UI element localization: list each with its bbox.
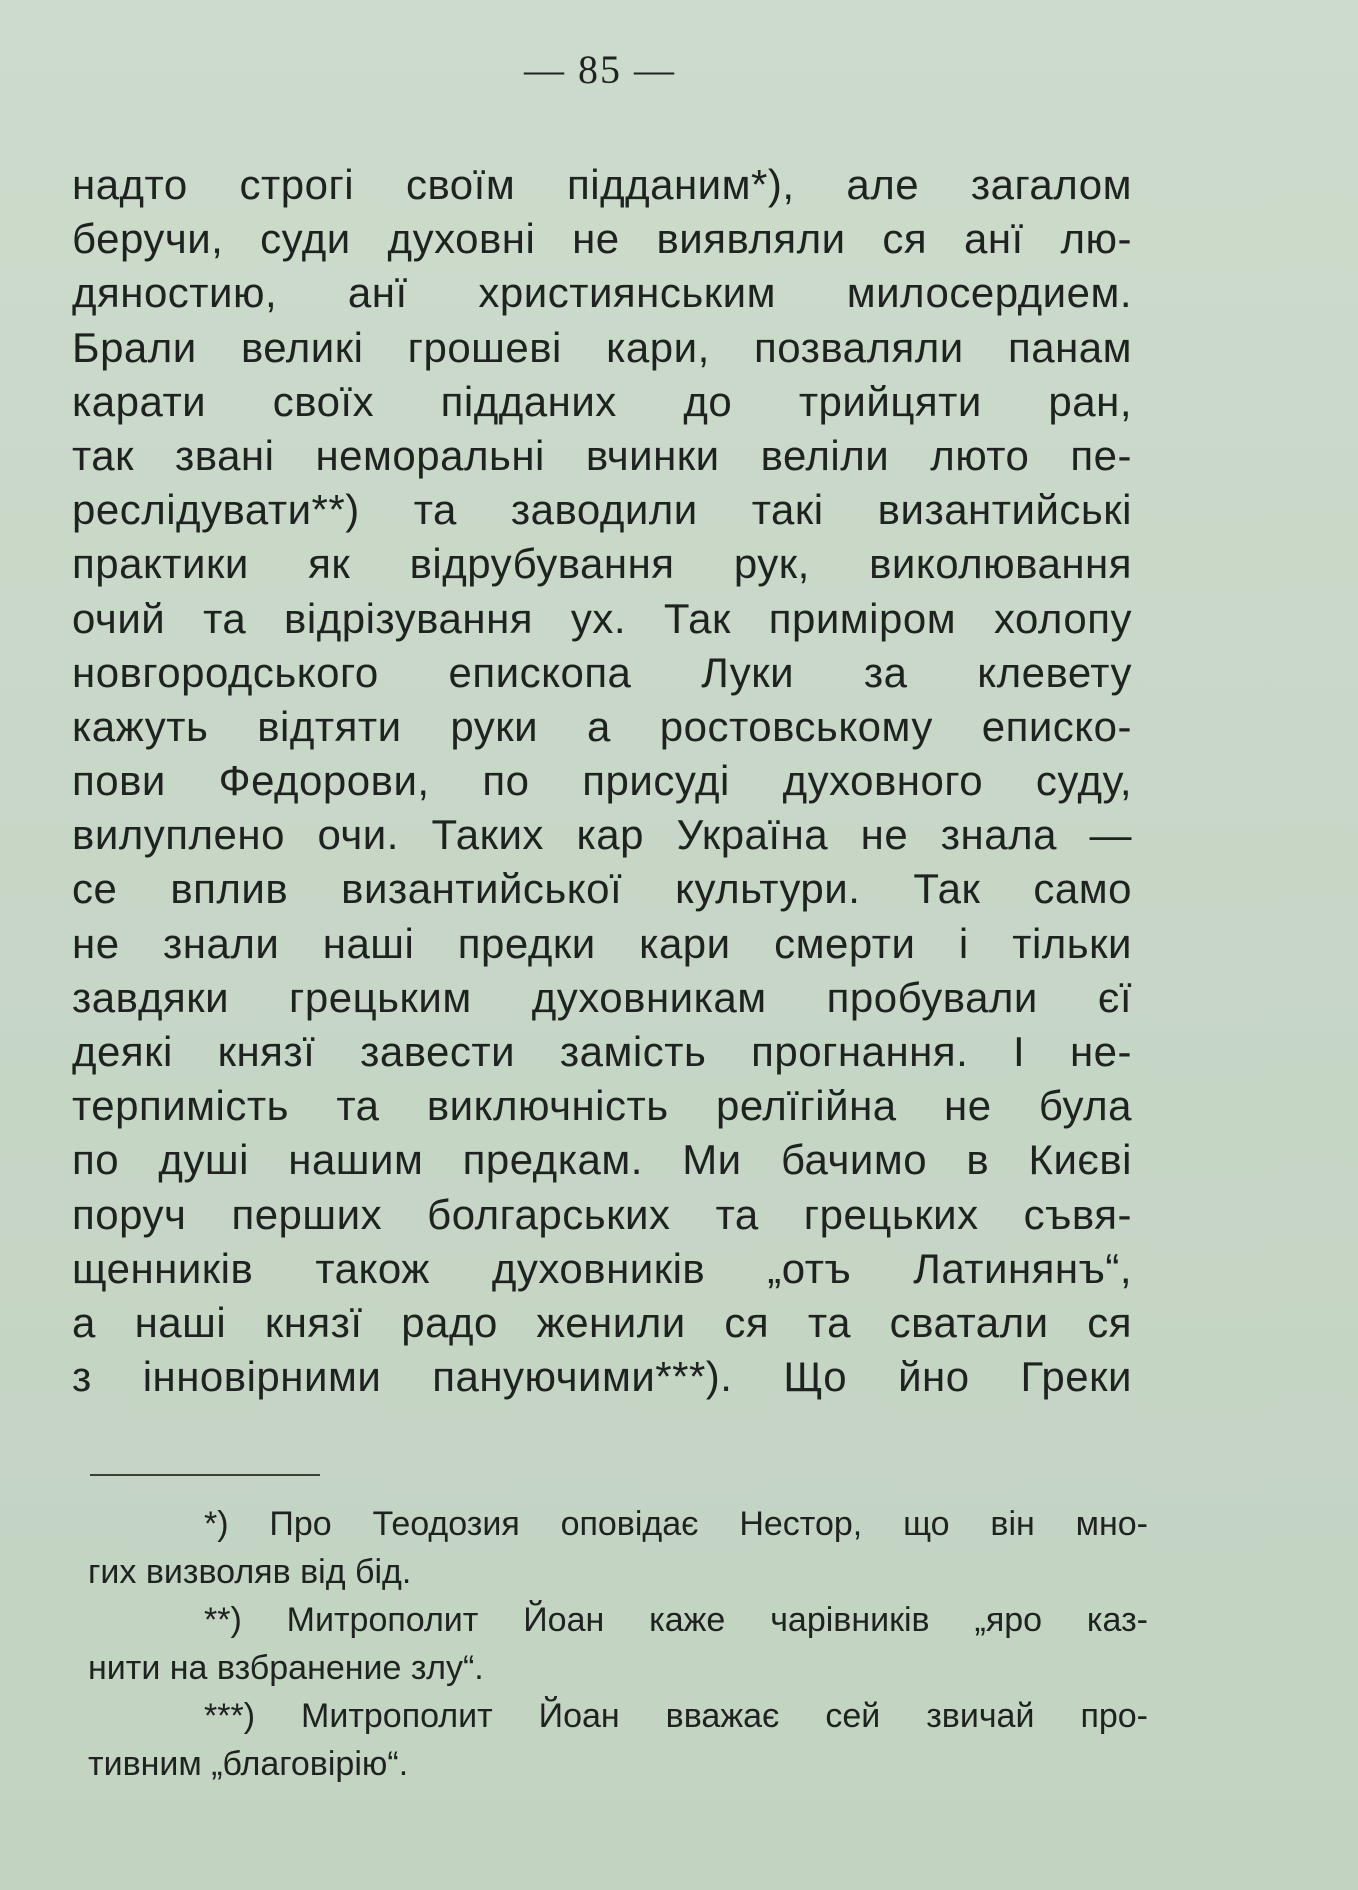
text-line: з інновірними пануючими***). Що йно Греки	[72, 1353, 1132, 1401]
footnote-2-line-2: нити на взбранение злу“.	[88, 1649, 484, 1687]
text-line: так звані неморальні вчинки веліли люто пе-	[72, 431, 1132, 479]
footnote-1-line-2: гих визволяв від бід.	[88, 1553, 412, 1591]
footnote-3-line-2: тивним „благовірію“.	[88, 1745, 409, 1783]
text-line: поруч перших болгарських та грецьких съвя-	[72, 1190, 1132, 1238]
text-line: надто строгі своїм підданим*), але загалом	[72, 161, 1132, 208]
text-line: не знали наші предки кари смерти і тільки	[72, 919, 1132, 967]
text-line: реслідувати**) та заводили такі византийські	[72, 486, 1132, 534]
text-line: дяностию, анї християнським милосердием.	[72, 269, 1132, 317]
text-line: пови Федорови, по присуді духовного суду,	[72, 757, 1132, 805]
footnote-1-line-1: *) Про Теодозия оповідає Нестор, що він мно-	[204, 1505, 1148, 1543]
text-line: практики як відрубування рук, виколювання	[72, 540, 1132, 588]
text-line: деякі князї завести замість прогнання. І не-	[72, 1028, 1132, 1075]
text-line: беручи, суди духовні не виявляли ся анї лю-	[72, 215, 1132, 263]
text-line: се вплив византийської культури. Так само	[72, 865, 1132, 913]
text-line: по душі нашим предкам. Ми бачимо в Києві	[72, 1136, 1132, 1184]
footnote-3-line-1: ***) Митрополит Йоан вважає сей звичай про-	[204, 1697, 1148, 1735]
text-line: карати своїх підданих до трийцяти ран,	[72, 377, 1132, 425]
footnote-2-line-1: **) Митрополит Йоан каже чарівників „яро каз-	[204, 1601, 1148, 1639]
text-line: кажуть відтяти руки а ростовському еписко-	[72, 702, 1132, 750]
footnotes	[88, 1500, 1148, 1788]
text-line: завдяки грецьким духовникам пробували єї	[72, 973, 1132, 1021]
text-line: очий та відрізування ух. Так приміром холопу	[72, 594, 1132, 642]
page-number: — 85 —	[524, 47, 676, 92]
text-line: Брали великі грошеві кари, позваляли панам	[72, 323, 1132, 371]
text-line: щенників також духовників „отъ Латинянъ“,	[72, 1244, 1132, 1292]
main-text	[72, 158, 1132, 1404]
text-line: а наші князї радо женили ся та сватали ся	[72, 1298, 1132, 1346]
text-line: новгородського епископа Луки за клевету	[72, 648, 1132, 696]
footnote-divider	[90, 1474, 320, 1476]
text-line: терпимість та виключність релїгійна не була	[72, 1082, 1132, 1130]
text-line: вилуплено очи. Таких кар Україна не знала —	[72, 811, 1132, 859]
